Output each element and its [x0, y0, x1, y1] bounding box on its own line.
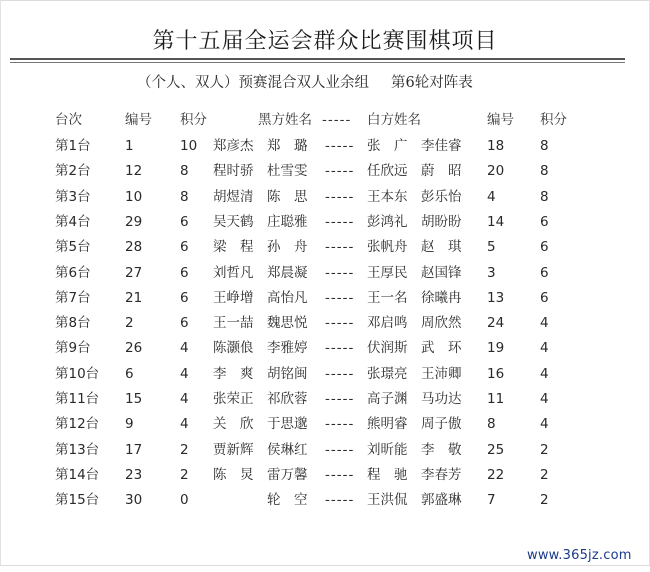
cell-black-number: 1 [125, 138, 134, 154]
cell-white-points: 2 [540, 492, 549, 509]
cell-white-points: 4 [540, 391, 549, 407]
cell-white-points: 2 [540, 441, 549, 458]
cell-white-points: 8 [540, 163, 549, 180]
cell-separator: ----- [325, 188, 355, 205]
table-row [0, 336, 650, 361]
frame-bottom-border [0, 565, 650, 566]
header-white-names: 白方姓名 [367, 112, 421, 128]
cell-white-number: 20 [487, 163, 505, 180]
cell-black-points: 0 [180, 492, 189, 509]
cell-table: 第2台 [55, 163, 91, 180]
cell-white-number: 14 [487, 213, 505, 230]
cell-white-names: 王一名 徐曦冉 [367, 289, 462, 306]
cell-white-names: 张 广 李佳睿 [367, 138, 462, 154]
cell-table: 第4台 [55, 213, 91, 230]
cell-black-number: 23 [125, 466, 143, 483]
cell-black-points: 2 [180, 441, 189, 458]
cell-white-names: 程 驰 李春芳 [367, 466, 462, 483]
cell-white-names: 邓启鸣 周欣然 [367, 315, 462, 332]
table-row [0, 134, 650, 159]
page-subtitle [137, 71, 473, 92]
cell-white-number: 7 [487, 492, 496, 509]
table-row [0, 387, 650, 412]
cell-black-number: 29 [125, 213, 143, 230]
cell-white-number: 8 [487, 416, 496, 433]
table-row [0, 438, 650, 463]
cell-black-points: 4 [180, 416, 189, 433]
cell-separator: ----- [325, 365, 355, 382]
cell-black-number: 2 [125, 315, 134, 332]
cell-white-names: 王洪侃 郭盛琳 [367, 492, 462, 509]
cell-white-number: 19 [487, 340, 505, 357]
cell-table: 第13台 [55, 441, 100, 458]
cell-separator: ----- [325, 239, 355, 256]
cell-black-points: 4 [180, 365, 189, 382]
cell-white-number: 11 [487, 391, 505, 407]
cell-table: 第12台 [55, 416, 100, 433]
cell-black-points: 10 [180, 138, 198, 154]
cell-black-names: 陈灏俍 李雅婷 [213, 340, 308, 357]
cell-black-names: 梁 程 孙 舟 [213, 239, 308, 256]
cell-white-names: 王厚民 赵国锋 [367, 264, 462, 281]
cell-black-points: 8 [180, 163, 189, 180]
cell-white-points: 6 [540, 239, 549, 256]
table-header-row [0, 108, 650, 133]
cell-black-names: 张荣正 祁欣蓉 [213, 391, 308, 407]
cell-white-number: 22 [487, 466, 505, 483]
cell-table: 第9台 [55, 340, 91, 357]
cell-table: 第15台 [55, 492, 100, 509]
cell-black-points: 6 [180, 239, 189, 256]
cell-white-number: 5 [487, 239, 496, 256]
cell-white-names: 高子渊 马功达 [367, 391, 462, 407]
cell-white-points: 4 [540, 340, 549, 357]
table-row [0, 362, 650, 387]
cell-separator: ----- [325, 416, 355, 433]
cell-black-names: 刘哲凡 郑晨凝 [213, 264, 308, 281]
cell-white-points: 6 [540, 264, 549, 281]
cell-separator: ----- [325, 391, 355, 407]
cell-black-number: 28 [125, 239, 143, 256]
cell-white-names: 张璟亮 王沛卿 [367, 365, 462, 382]
cell-black-number: 15 [125, 391, 143, 407]
table-row [0, 210, 650, 235]
cell-white-points: 2 [540, 466, 549, 483]
cell-black-names: 胡煜清 陈 思 [213, 188, 308, 205]
cell-white-points: 8 [540, 138, 549, 154]
cell-table: 第3台 [55, 188, 91, 205]
header-separator: ----- [322, 112, 352, 128]
cell-black-number: 26 [125, 340, 143, 357]
cell-black-number: 9 [125, 416, 134, 433]
cell-white-names: 张帆舟 赵 琪 [367, 239, 462, 256]
cell-white-points: 8 [540, 188, 549, 205]
cell-black-number: 10 [125, 188, 143, 205]
cell-white-number: 18 [487, 138, 505, 154]
cell-white-number: 4 [487, 188, 496, 205]
title-rule-thick [10, 58, 625, 60]
cell-black-number: 17 [125, 441, 143, 458]
cell-white-names: 任欣远 蔚 昭 [367, 163, 462, 180]
cell-table: 第7台 [55, 289, 91, 306]
cell-black-points: 8 [180, 188, 189, 205]
header-table: 台次 [55, 112, 82, 128]
cell-white-number: 3 [487, 264, 496, 281]
table-row [0, 185, 650, 210]
cell-table: 第5台 [55, 239, 91, 256]
page-title: 第十五届全运会群众比赛围棋项目 [152, 29, 498, 54]
cell-black-number: 12 [125, 163, 143, 180]
subtitle-round: 第6轮对阵表 [391, 75, 473, 91]
table-row [0, 412, 650, 437]
table-row [0, 463, 650, 488]
cell-black-names: 王一喆 魏思悦 [213, 315, 308, 332]
cell-black-points: 6 [180, 213, 189, 230]
cell-separator: ----- [325, 289, 355, 306]
header-black-points: 积分 [180, 112, 207, 128]
cell-separator: ----- [325, 466, 355, 483]
cell-white-names: 王本东 彭乐怡 [367, 188, 462, 205]
cell-black-points: 4 [180, 340, 189, 357]
cell-white-points: 4 [540, 416, 549, 433]
cell-table: 第6台 [55, 264, 91, 281]
cell-black-names: 郑彦杰 郑 璐 [213, 138, 308, 154]
cell-white-points: 6 [540, 213, 549, 230]
header-black-names: 黑方姓名 [258, 112, 312, 128]
cell-white-number: 16 [487, 365, 505, 382]
cell-black-number: 27 [125, 264, 143, 281]
cell-separator: ----- [325, 492, 355, 509]
cell-black-names: 吴天鹤 庄聪雅 [213, 213, 308, 230]
cell-black-points: 2 [180, 466, 189, 483]
cell-separator: ----- [325, 340, 355, 357]
cell-white-names: 彭鸿礼 胡盼盼 [367, 213, 462, 230]
cell-separator: ----- [325, 441, 355, 458]
cell-separator: ----- [325, 264, 355, 281]
frame-top-border [0, 0, 650, 1]
cell-separator: ----- [325, 315, 355, 332]
cell-black-names: 陈 炅 雷万馨 [213, 466, 308, 483]
cell-black-number: 30 [125, 492, 143, 509]
table-row [0, 286, 650, 311]
header-white-number: 编号 [487, 112, 514, 128]
subtitle-group: （个人、双人）预赛混合双人业余组 [137, 75, 369, 91]
cell-white-number: 24 [487, 315, 505, 332]
cell-black-number: 21 [125, 289, 143, 306]
cell-black-names: 轮 空 [213, 492, 308, 509]
cell-separator: ----- [325, 163, 355, 180]
cell-white-names: 熊明睿 周子傲 [367, 416, 462, 433]
cell-black-points: 6 [180, 289, 189, 306]
table-row [0, 261, 650, 286]
cell-table: 第8台 [55, 315, 91, 332]
cell-table: 第14台 [55, 466, 100, 483]
cell-black-names: 关 欣 于思邈 [213, 416, 308, 433]
header-white-points: 积分 [540, 112, 567, 128]
cell-table: 第10台 [55, 365, 100, 382]
cell-white-number: 13 [487, 289, 505, 306]
cell-white-names: 伏润斯 武 环 [367, 340, 462, 357]
cell-black-names: 李 爽 胡铭闽 [213, 365, 308, 382]
cell-black-names: 贾新辉 侯琳红 [213, 441, 308, 458]
cell-table: 第11台 [55, 391, 100, 407]
cell-separator: ----- [325, 213, 355, 230]
cell-black-names: 王峥增 高怡凡 [213, 289, 308, 306]
cell-black-number: 6 [125, 365, 134, 382]
table-row [0, 159, 650, 184]
cell-black-points: 6 [180, 264, 189, 281]
cell-table: 第1台 [55, 138, 91, 154]
table-row [0, 235, 650, 260]
cell-white-points: 4 [540, 365, 549, 382]
site-watermark: www.365jz.com [527, 548, 632, 563]
cell-separator: ----- [325, 138, 355, 154]
cell-black-points: 6 [180, 315, 189, 332]
title-rule-thin [10, 62, 625, 63]
cell-white-number: 25 [487, 441, 505, 458]
cell-white-points: 4 [540, 315, 549, 332]
table-row [0, 488, 650, 513]
cell-black-points: 4 [180, 391, 189, 407]
cell-white-names: 刘昕能 李 敬 [367, 441, 462, 458]
header-black-number: 编号 [125, 112, 152, 128]
cell-black-names: 程时骄 杜雪雯 [213, 163, 308, 180]
cell-white-points: 6 [540, 289, 549, 306]
table-row [0, 311, 650, 336]
